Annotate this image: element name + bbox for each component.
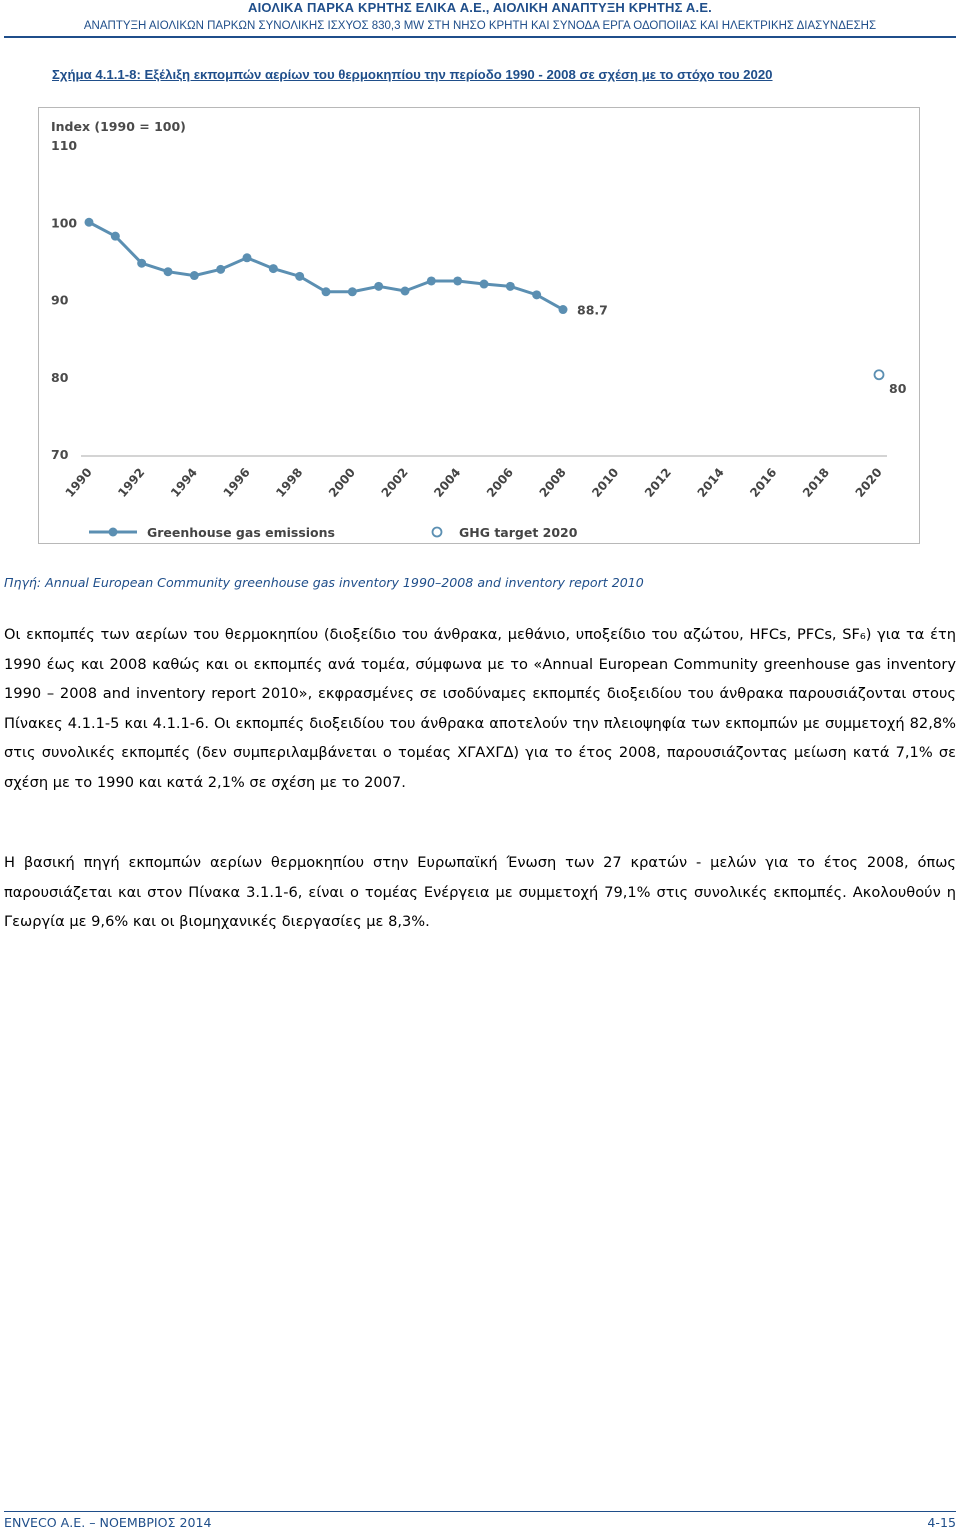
legend-swatch-marker-target xyxy=(433,528,442,537)
x-tick-label: 2006 xyxy=(483,465,517,500)
y-tick-label: 80 xyxy=(51,369,69,385)
emissions-line-chart xyxy=(39,108,921,545)
data-point-emissions xyxy=(348,287,357,296)
x-tick-label: 2004 xyxy=(431,465,464,500)
x-tick-label: 2012 xyxy=(641,465,675,500)
x-tick-label: 2000 xyxy=(325,465,359,500)
end-value-label-target: 80 xyxy=(889,380,907,396)
y-tick-label: 100 xyxy=(51,215,78,231)
figure-caption: Σχήμα 4.1.1-8: Εξέλιξη εκπομπών αερίων του θερμοκηπίου την περίοδο 1990 - 2008 σε σχέση με το στόχο του 2020 xyxy=(52,67,773,82)
x-tick-label: 2018 xyxy=(799,465,833,500)
legend-label-target: GHG target 2020 xyxy=(459,525,578,540)
data-point-emissions xyxy=(401,287,410,296)
data-point-emissions xyxy=(480,280,489,289)
data-point-emissions xyxy=(506,282,515,291)
legend-swatch-marker-emissions xyxy=(109,528,118,537)
x-tick-label: 1998 xyxy=(273,465,306,500)
data-point-emissions xyxy=(322,287,331,296)
y-tick-label: 110 xyxy=(51,138,78,153)
y-tick-label: 90 xyxy=(51,292,69,308)
header-project-line: ΑΝΑΠΤΥΞΗ ΑΙΟΛΙΚΩΝ ΠΑΡΚΩΝ ΣΥΝΟΛΙΚΗΣ ΙΣΧΥΟΣ 830,3 MW ΣΤΗ ΝΗΣΟ ΚΡΗΤΗ ΚΑΙ ΣΥΝΟΔΑ ΕΡΓΑ ΟΔΟΠΟΙΙΑΣ ΚΑΙ ΗΛΕΚΤΡΙΚΗΣ ΔΙΑΣΥΝΔΕΣΗΣ xyxy=(83,20,877,32)
data-point-emissions xyxy=(243,253,252,262)
data-point-emissions xyxy=(164,267,173,276)
x-tick-label: 2016 xyxy=(747,465,780,500)
body-paragraph-1: Οι εκπομπές των αερίων του θερμοκηπίου (διοξείδιο του άνθρακα, μεθάνιο, υποξείδιο του αζώτου, HFCs, PFCs, SF₆) για τα έτη 1990 έως και 2008 καθώς και οι εκπομπές ανά τομέα, σύμφωνα με το «Annual European Community greenhouse gas inventory 1990 – 2008 and inventory report 2010», εκφρασμένες σε ισοδύναμες εκπομπές διοξειδίου του άνθρακα παρουσιάζονται στους Πίνακες 4.1.1-5 και 4.1.1-6. Οι εκπομπές διοξειδίου του άνθρακα αποτελούν την πλειοψηφία των εκπομπών με συμμετοχή 82,8% στις συνολικές εκπομπές (δεν συμπεριλαμβάνεται ο τομέας ΧΓΑΧΓΔ) για το έτος 2008, παρουσιάζοντας μείωση κατά 7,1% σε σχέση με το 1990 και κατά 2,1% σε σχέση με το 2007. xyxy=(4,626,956,791)
x-tick-label: 2010 xyxy=(589,465,622,500)
data-point-emissions xyxy=(269,264,278,273)
data-point-emissions xyxy=(427,276,436,285)
x-tick-label: 2002 xyxy=(378,465,411,500)
footer-divider xyxy=(4,1511,956,1512)
footer-company-date: ENVECO Α.Ε. – ΝΟΕΜΒΡΙΟΣ 2014 xyxy=(4,1515,212,1530)
header-company-line: ΑΙΟΛΙΚΑ ΠΑΡΚΑ ΚΡΗΤΗΣ ΕΛΙΚΑ Α.Ε., ΑΙΟΛΙΚΗ ΑΝΑΠΤΥΞΗ ΚΡΗΤΗΣ Α.Ε. xyxy=(247,0,712,15)
chart-frame xyxy=(38,107,920,544)
data-point-emissions xyxy=(111,232,120,241)
data-point-target xyxy=(875,370,884,379)
header-divider xyxy=(4,36,956,38)
data-point-emissions xyxy=(137,259,146,268)
x-tick-label: 2014 xyxy=(694,465,727,500)
data-point-emissions xyxy=(190,271,199,280)
data-point-emissions xyxy=(532,290,541,299)
y-tick-label: 70 xyxy=(51,447,69,462)
x-tick-label: 1996 xyxy=(220,465,253,500)
body-paragraph-2: Η βασική πηγή εκπομπών αερίων θερμοκηπίου στην Ευρωπαϊκή Ένωση των 27 κρατών - μελών για το έτος 2008, όπως παρουσιάζεται και στον Πίνακα 3.1.1-6, είναι ο τομέας Ενέργεια με συμμετοχή 79,1% στις συνολικές εκπομπές. Ακολουθούν η Γεωργία με 9,6% και οι βιομηχανικές διεργασίες με 8,3%. xyxy=(4,854,956,930)
end-value-label-emissions: 88.7 xyxy=(577,302,608,318)
series-line-emissions xyxy=(89,222,563,309)
x-tick-label: 1990 xyxy=(62,465,95,500)
data-point-emissions xyxy=(374,282,383,291)
page-number: 4-15 xyxy=(927,1515,956,1530)
legend-label-emissions: Greenhouse gas emissions xyxy=(147,525,335,540)
data-point-emissions xyxy=(85,218,94,227)
x-tick-label: 2020 xyxy=(852,465,885,500)
data-point-emissions xyxy=(453,276,462,285)
figure-source: Πηγή: Annual European Community greenhouse gas inventory 1990–2008 and inventory report 2010 xyxy=(4,575,644,590)
data-point-emissions xyxy=(216,265,225,274)
x-tick-label: 2008 xyxy=(536,465,569,500)
data-point-emissions xyxy=(559,305,568,314)
x-tick-label: 1994 xyxy=(167,465,201,500)
y-axis-title: Index (1990 = 100) xyxy=(51,119,186,134)
data-point-emissions xyxy=(295,272,304,281)
x-tick-label: 1992 xyxy=(115,465,148,500)
